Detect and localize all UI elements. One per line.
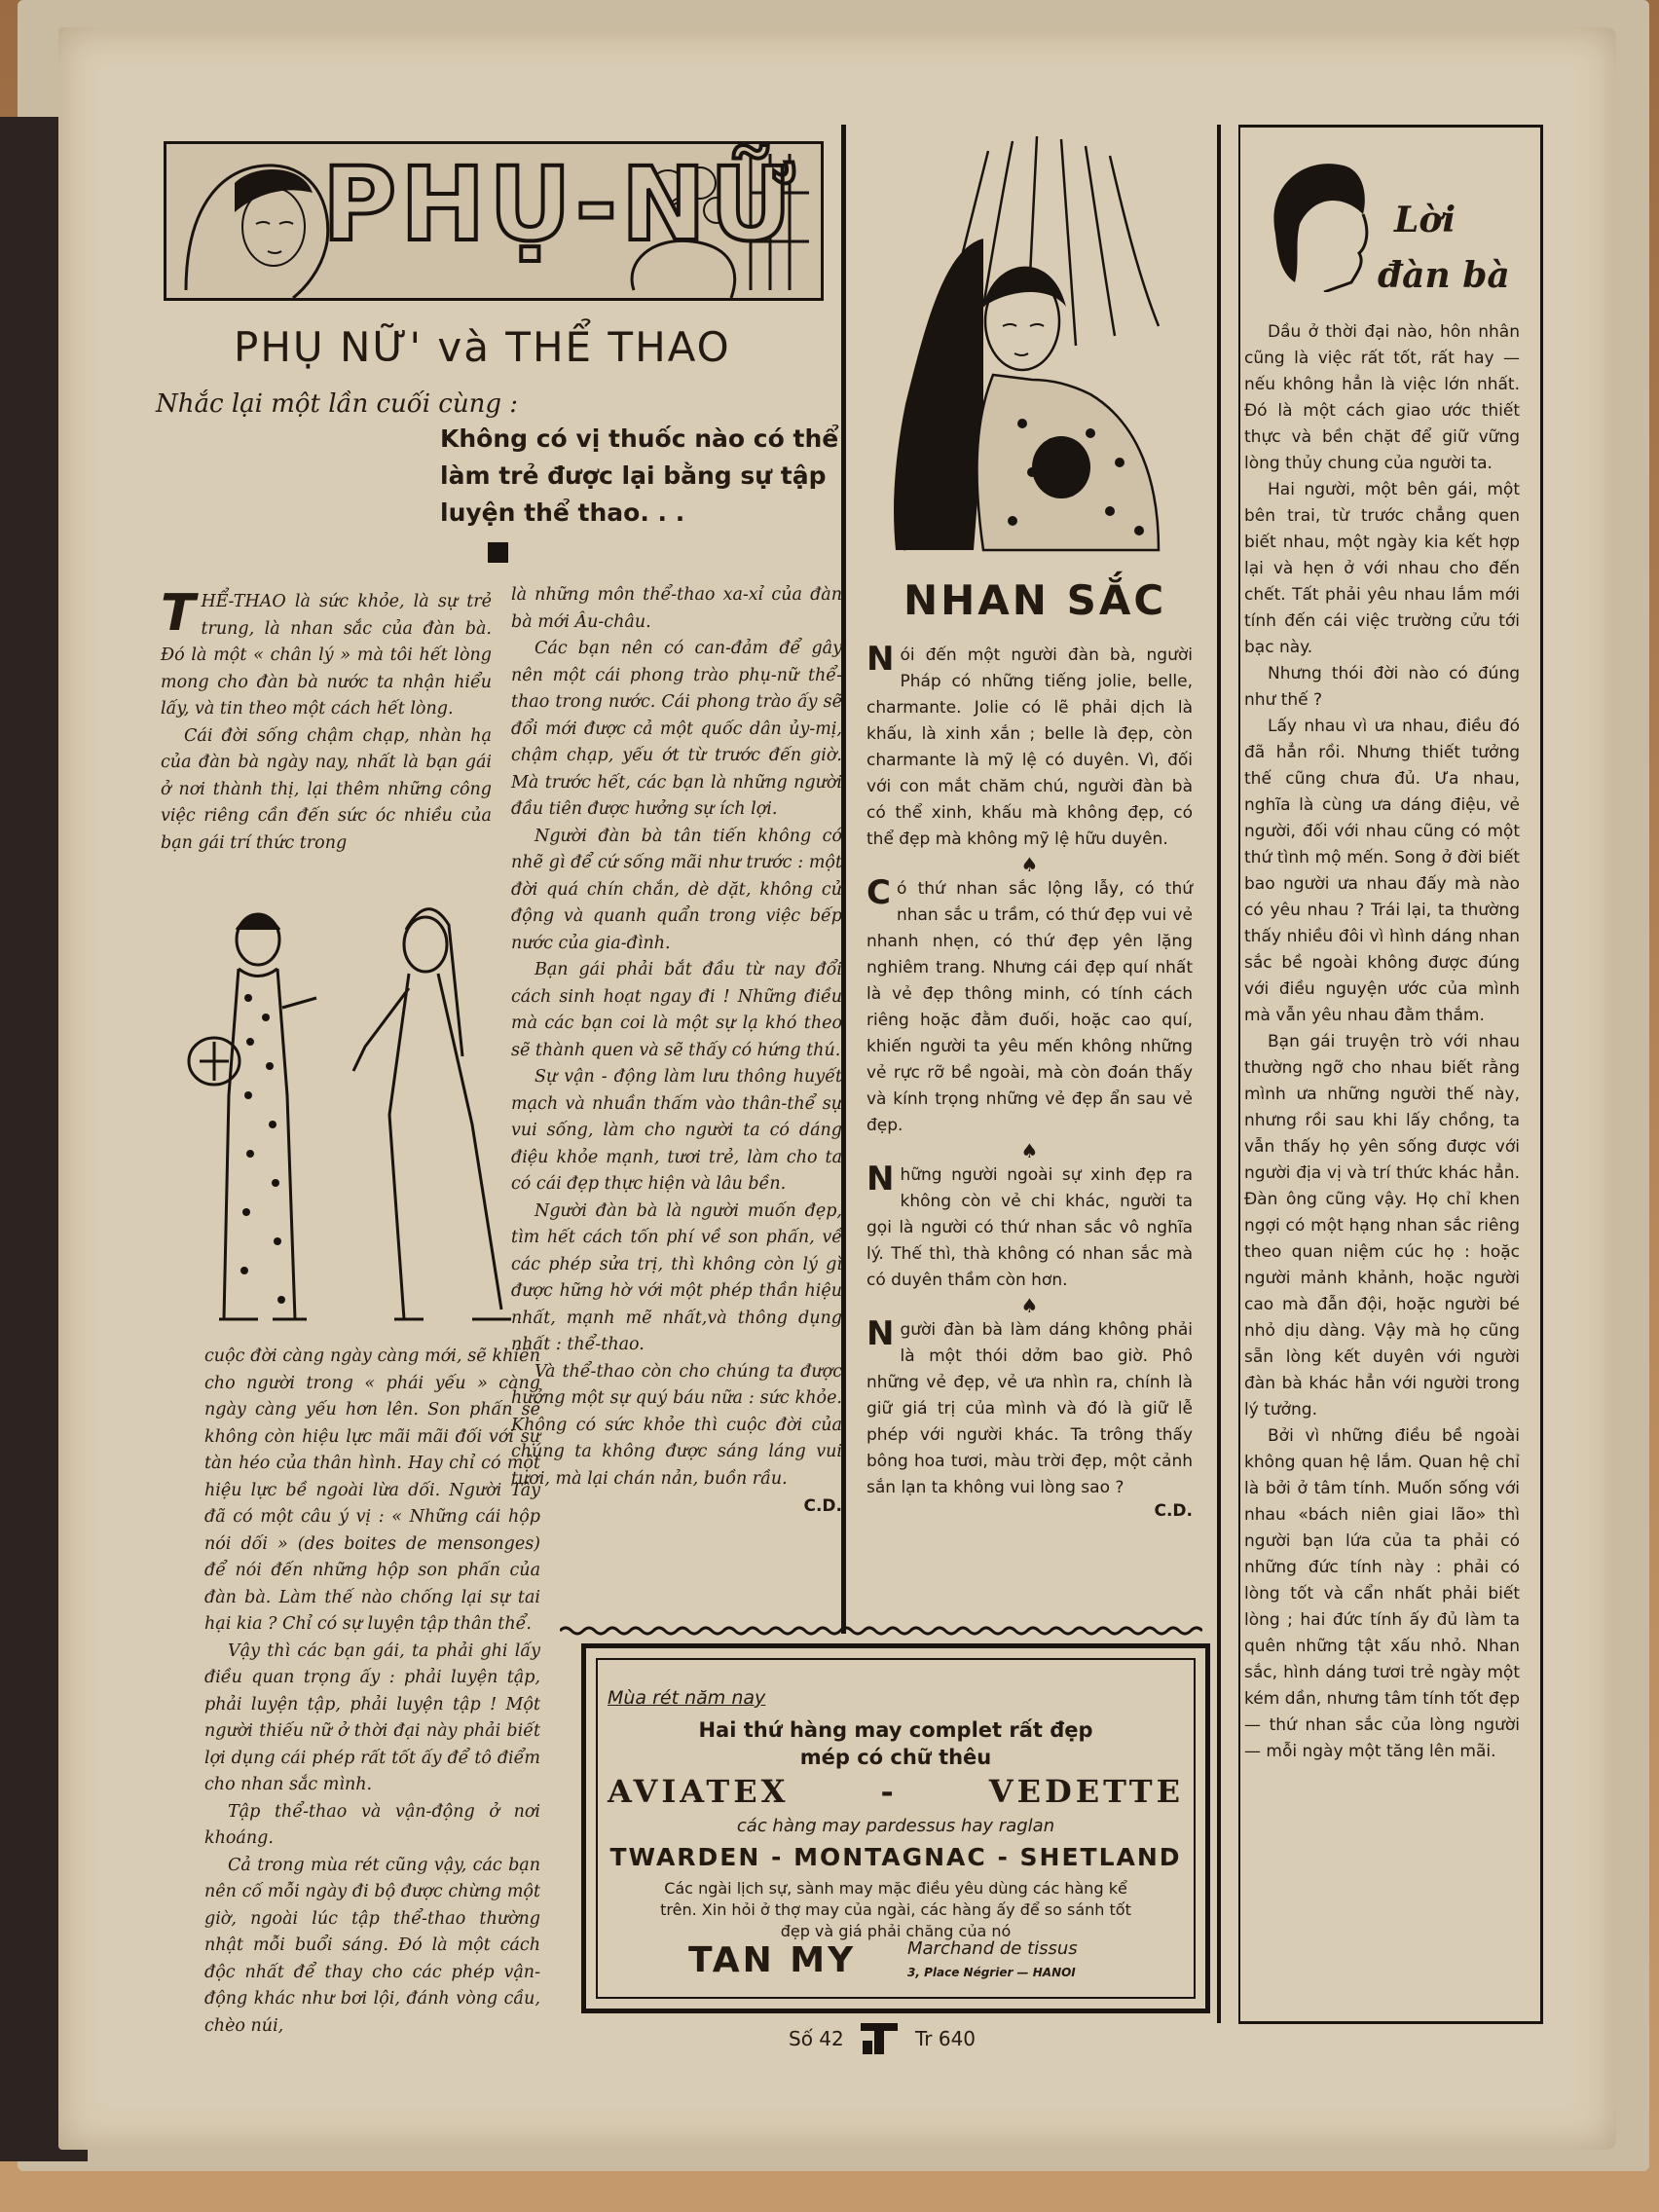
ad-tagline: Mùa rét năm nay	[608, 1687, 766, 1709]
magazine-logo-icon	[857, 2019, 902, 2058]
brand-separator: -	[880, 1773, 898, 1810]
column-rule	[1238, 125, 1240, 2023]
paragraph: Người đàn bà tân tiến không có nhẽ gì để cứ sống mãi như trước : một đời quá chín chắn, dè dặt, không cử động và quanh quẩn trong việc bếp nước của gia-đình.	[511, 826, 842, 953]
paragraph: hững người ngoài sự xinh đẹp ra không còn vẻ chi khác, người ta gọi là người có thứ nhan sắc vô nghĩa lý. Thế thì, thà không có nhan sắc mà có duyên thầm còn hơn.	[866, 1165, 1193, 1290]
drop-cap: N	[866, 1314, 895, 1353]
column-1-top	[161, 584, 492, 857]
box-rule	[1238, 2021, 1543, 2024]
woman-portrait-illustration	[866, 131, 1188, 560]
paragraph: ó thứ nhan sắc lộng lẫy, có thứ nhan sắc u trầm, có thứ đẹp vui vẻ nhanh nhẹn, có thứ đẹp yên lặng nghiêm trang. Nhưng cái đẹp quí nhất là vẻ đẹp thông minh, có tính cách riêng hoặc đằm đuối, hoặc cao quí, khiến người ta yêu mến không những vẻ rực rỡ bề ngoài, mà còn đoán thấy và kính trọng những vẻ đẹp ẩn sau vẻ đẹp.	[866, 879, 1193, 1135]
paragraph: Dầu ở thời đại nào, hôn nhân cũng là việc rất tốt, rất hay — nếu không hẳn là việc lớn nhất. Đó là một cách giao ước thiết thực và bền chặt để giữ vững lòng thủy chung của người ta.	[1244, 322, 1520, 473]
column-4	[1244, 319, 1520, 1765]
paragraph: Cả trong mùa rét cũng vậy, các bạn nên cố mỗi ngày đi bộ được chừng một giờ, ngoài lúc tập thể-thao thường nhật mỗi buổi sáng. Đó là một cách độc nhất để thay cho các phép vận-động khác như bơi lội, đánh vòng cầu, chèo núi,	[204, 1855, 540, 2036]
paragraph: là những môn thể-thao xa-xỉ của đàn bà mới Âu-châu.	[511, 585, 842, 632]
column-title: đàn bà	[1378, 255, 1510, 296]
ad-brand-logo: TAN MY	[688, 1940, 857, 1980]
ad-brand-line-2: TWARDEN - MONTAGNAC - SHETLAND	[609, 1843, 1182, 1871]
article-signature: C.D.	[803, 1496, 842, 1516]
paragraph: Sự vận - động làm lưu thông huyết mạch và nhuần thấm vào thân-thể sự vui sống, làm cho người ta có dáng điệu khỏe mạnh, tươi trẻ, làm cho ta có cái đẹp thực hiện và lâu bền.	[511, 1067, 842, 1194]
masthead-banner	[164, 141, 824, 301]
fleuron-ornament: ♠	[1020, 1139, 1039, 1162]
ad-subheadline: mép có chữ thêu	[799, 1746, 992, 1769]
drop-cap: N	[866, 640, 895, 679]
ad-merchant: Marchand de tissus	[907, 1938, 1078, 1959]
drop-cap: C	[866, 873, 891, 912]
fleuron-ornament: ♠	[1020, 1294, 1039, 1317]
column-rule	[1540, 125, 1543, 2023]
issue-number: Số 42	[789, 2027, 844, 2050]
paragraph: Bạn gái phải bắt đầu từ nay đổi cách sinh hoạt ngay đi ! Những điều mà các bạn coi là một sự lạ khó theo sẽ thành quen và sẽ thấy có hứng thú.	[511, 960, 842, 1060]
column-title: Lời	[1394, 200, 1456, 240]
paragraph: Người đàn bà là người muốn đẹp, tìm hết cách tốn phí về son phấn, về các phép sửa trị, thì không còn lý gì được hững hờ với một phép thần hiệu nhất, mạnh mẽ nhất,và thông dụng nhất : thể-thao.	[511, 1200, 842, 1354]
two-women-illustration	[180, 901, 521, 1329]
ad-headline: Hai thứ hàng may complet rất đẹp	[698, 1718, 1093, 1742]
paragraph: Vậy thì các bạn gái, ta phải ghi lấy điều quan trọng ấy : phải luyện tập, phải luyện tập, phải luyện tập ! Một người thiếu nữ ở thời đại này phải biết lợi dụng cái phép rất tốt ấy để tô điểm cho nhan sắc mình.	[204, 1641, 540, 1794]
paragraph: Và thể-thao còn cho chúng ta được hưởng một sự quý báu nữa : sức khỏe. Không có sức khỏe thì cuộc đời của chúng ta không được sáng láng vui tươi, mà lại chán nản, buồn rầu.	[511, 1361, 842, 1489]
drop-cap: N	[866, 1160, 895, 1198]
paragraph: gười đàn bà làm dáng không phải là một thói dởm bao giờ. Phô những vẻ đẹp, vẻ ưa nhìn ra, chính là giữ giá trị của mình và đó là giữ lễ phép với người khác. Ta trông thấy bông hoa tươi, màu trời đẹp, một cảnh sắn lạn ta không vui lòng sao ?	[866, 1320, 1193, 1497]
paragraph: Cái đời sống chậm chạp, nhàn hạ của đàn bà ngày nay, nhất là bạn gái ở nơi thành thị, lại thêm những công việc riêng cần đến sức óc nhiều của bạn gái trí thức trong	[161, 725, 492, 853]
brand-name: VEDETTE	[988, 1773, 1184, 1810]
ad-subline: các hàng may pardessus hay raglan	[736, 1816, 1055, 1836]
masthead-logo: PHỤ-NỮ	[322, 145, 798, 264]
paragraph: Lấy nhau vì ưa nhau, điều đó đã hẳn rồi. Nhưng thiết tưởng thế cũng chưa đủ. Ưa nhau, nghĩa là cùng ưa dáng điệu, vẻ người, đối với nhau cũng có một thứ tình mộ mến. Song ở đời biết bao người ưa nhau đấy mà nào có yêu nhau ? Trái lại, ta thường thấy nhiều đôi vì hình dáng nhan sắc bề ngoài không được đúng với điều nguyện ước của mình mà vẫn yêu nhau đằm thắm.	[1244, 717, 1520, 1025]
column-2	[511, 582, 842, 1516]
paragraph: cuộc đời càng ngày càng mới, sẽ khiến cho người trong « phái yếu » càng ngày càng yếu hơn lên. Son phấn sẽ không còn hiệu lực mãi mãi đối với sự tàn héo của thân hình. Hay chỉ có một hiệu lực bề ngoài lừa dối. Người Tây đã có một câu ý vị : « Những cái hộp nói dối » (des boites de mensonges) để nói đến những hộp son phấn của đàn bà. Làm thế nào chống lại sự tai hại kia ? Chỉ có sự luyện tập thân thể.	[204, 1346, 540, 1634]
woman-profile-icon	[1256, 156, 1373, 292]
paragraph: HỂ-THAO là sức khỏe, là sự trẻ trung, là nhan sắc của đàn bà. Đó là một « chân lý » mà tôi hết lòng mong cho đàn bà nước ta nhận hiểu lấy, và tin theo một cách hết lòng.	[161, 592, 492, 719]
article-title: NHAN SẮC	[903, 576, 1167, 624]
column-1-bottom	[204, 1344, 540, 2040]
paragraph: Hai người, một bên gái, một bên trai, từ trước chẳng quen biết nhau, một ngày kia kết hợp lại và hẹn ở với nhau cho đến chết. Tất phải yêu nhau lắm mới tính đến cái việc trường cửu tới bạc này.	[1244, 480, 1520, 657]
article-deck: Không có vị thuốc nào có thể làm trẻ được lại bằng sự tập luyện thể thao. . .	[440, 424, 839, 527]
column-rule	[1217, 125, 1221, 2023]
box-rule	[1238, 125, 1543, 128]
paragraph: ói đến một người đàn bà, người Pháp có những tiếng jolie, belle, charmante. Jolie có lẽ phải dịch là khấu, là xinh xắn ; belle là đẹp, còn charmante là mỹ lệ có duyên. Vì, đối với con mắt chăm chú, người đàn bà có thể xinh, khấu mà không đẹp, có thể đẹp mà không mỹ lệ hữu duyên.	[866, 645, 1193, 849]
advertisement-box	[581, 1643, 1210, 2013]
paragraph: Tập thể-thao và vận-động ở nơi khoáng.	[204, 1801, 540, 1848]
square-ornament	[488, 542, 508, 563]
ad-brand-line	[608, 1773, 1184, 1810]
page-number: Tr 640	[915, 2027, 977, 2050]
ad-address: 3, Place Négrier — HANOI	[907, 1966, 1076, 1979]
fleuron-ornament: ♠	[1020, 853, 1039, 876]
article-title: PHỤ NỮ' và THỂ THAO	[234, 323, 731, 371]
paragraph: Nhưng thói đời nào có đúng như thế ?	[1244, 664, 1520, 710]
wavy-divider	[560, 1624, 1202, 1638]
paragraph: Bạn gái truyện trò với nhau thường ngỡ cho nhau biết rằng mình ưa những người thế này, nhưng rồi sau khi lấy chồng, ta vẫn thấy họ yên sống được với người địa vị và trí thức khác hẳn. Đàn ông cũng vậy. Họ chỉ khen ngợi có một hạng nhan sắc riêng theo quan niệm cúc họ : hoặc người mảnh khảnh, hoặc người cao mà đẫn đội, hoặc người bé nhỏ dịu dàng. Vậy mà họ cũng sẵn lòng kết duyên với người đàn bà khác hẳn với người trong lý tưởng.	[1244, 1032, 1520, 1419]
brand-name: AVIATEX	[608, 1773, 790, 1810]
drop-cap: T	[161, 584, 196, 643]
article-kicker: Nhắc lại một lần cuối cùng :	[156, 389, 519, 419]
column-3	[866, 640, 1193, 1521]
ad-body: Các ngài lịch sự, sành may mặc điều yêu dùng các hàng kể trên. Xin hỏi ở thợ may của ngài, các hàng ấy để so sánh tốt đẹp và giá phải chăng của nó	[660, 1879, 1131, 1940]
paragraph: Các bạn nên có can-đảm để gây nên một cái phong trào phụ-nữ thể-thao trong nước. Cái phong trào ấy sẽ đổi mới được cả một quốc dân ủy-mị, chậm chạp, yếu ớt từ trước đến giờ. Mà trước hết, các bạn là những người đầu tiên được hưởng sự ích lợi.	[511, 639, 842, 819]
paragraph: Bởi vì những điều bề ngoài không quan hệ lắm. Quan hệ chỉ là bởi ở tâm tính. Muốn sống với nhau «bách niên giai lão» thì người bạn lứa của ta phải có những đức tính này : phải có lòng tốt và cẩn nhất phải biết lòng ; hai đức tính ấy đủ làm ta quên những tật xấu nhỏ. Nhan sắc, hình dáng tươi trẻ ngày một kém dần, nhưng tâm tính tốt đẹp — thứ nhan sắc của lòng người — mỗi ngày một tăng lên mãi.	[1244, 1426, 1520, 1761]
article-signature: C.D.	[1154, 1501, 1193, 1521]
